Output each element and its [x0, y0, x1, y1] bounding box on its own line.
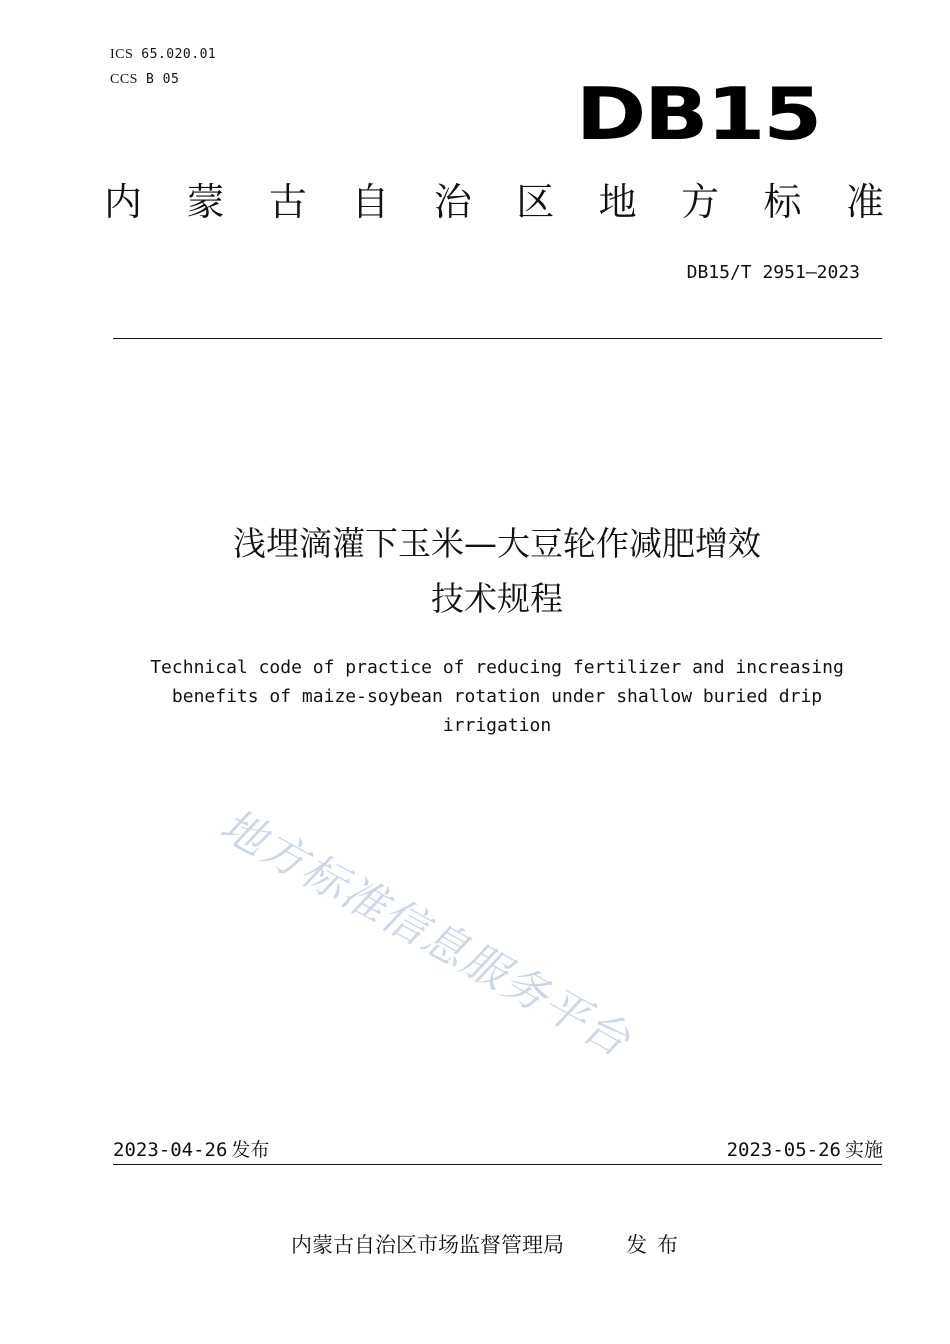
- db15-logo: DB15: [575, 72, 820, 156]
- issuing-action: 发布: [626, 1233, 688, 1257]
- standard-type-char: 蒙: [186, 180, 225, 224]
- standard-type-char: 准: [845, 180, 884, 224]
- standard-type-char: 方: [681, 180, 720, 224]
- standard-number: DB15/T 2951—2023: [686, 262, 860, 283]
- standard-type-heading: [104, 180, 884, 224]
- standard-type-char: 地: [598, 180, 637, 224]
- chinese-title-line-2: 技术规程: [431, 579, 563, 618]
- standard-type-char: 内: [104, 180, 143, 224]
- standard-type-char: 区: [516, 180, 555, 224]
- english-title-line-1: Technical code of practice of reducing fertilizer and increasing: [150, 657, 844, 678]
- ccs-value: B 05: [145, 72, 180, 87]
- english-title-line-3: irrigation: [442, 715, 552, 736]
- watermark-text: 地方标准信息服务平台: [211, 799, 639, 1068]
- top-divider: [113, 338, 882, 339]
- english-title-line-2: benefits of maize-soybean rotation under shallow buried drip: [171, 686, 823, 707]
- ics-code: [110, 47, 216, 63]
- ccs-code: [110, 72, 179, 88]
- standard-type-char: 标: [763, 180, 802, 224]
- standard-type-char: 古: [268, 180, 307, 224]
- ccs-label: CCS: [110, 72, 138, 87]
- issuing-authority: 内蒙古自治区市场监督管理局: [291, 1233, 564, 1257]
- implementation-date-label: 实施: [844, 1139, 883, 1161]
- bottom-divider: [113, 1164, 882, 1165]
- standard-type-char: 治: [433, 180, 472, 224]
- issue-date-label: 发布: [231, 1139, 270, 1161]
- ics-label: ICS: [110, 47, 134, 62]
- issue-date: [113, 1135, 269, 1162]
- ics-value: 65.020.01: [141, 47, 217, 62]
- standard-type-char: 自: [351, 180, 390, 224]
- implementation-date: [727, 1135, 883, 1162]
- issue-date-value: 2023-04-26: [113, 1139, 228, 1161]
- implementation-date-value: 2023-05-26: [726, 1139, 841, 1161]
- chinese-title-line-1: 浅埋滴灌下玉米—大豆轮作减肥增效: [233, 524, 761, 563]
